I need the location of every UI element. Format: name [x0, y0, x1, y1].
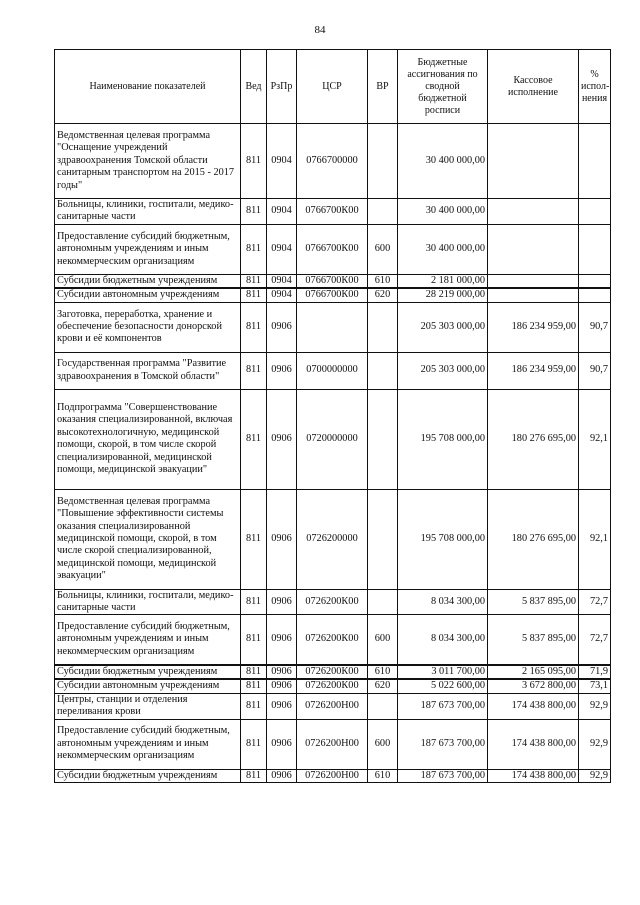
cell-cash: 186 234 959,00	[488, 352, 579, 389]
cell-cash: 3 672 800,00	[488, 679, 579, 693]
cell-pct	[579, 199, 611, 225]
cell-rzpr: 0906	[267, 589, 297, 615]
cell-vr: 600	[368, 615, 398, 665]
cell-assign: 187 673 700,00	[398, 769, 488, 782]
cell-vr	[368, 693, 398, 719]
cell-cash: 180 276 695,00	[488, 489, 579, 589]
cell-name: Предоставление субсидий бюджетным, автономным учреждениям и иным некоммерческим организациям	[55, 615, 241, 665]
cell-rzpr: 0904	[267, 224, 297, 274]
table-row	[55, 719, 611, 769]
table-row	[55, 199, 611, 225]
cell-vr: 610	[368, 769, 398, 782]
cell-assign: 195 708 000,00	[398, 489, 488, 589]
cell-cash	[488, 199, 579, 225]
cell-assign: 205 303 000,00	[398, 352, 488, 389]
header-ved: Вед	[241, 50, 267, 124]
cell-pct: 92,9	[579, 693, 611, 719]
cell-ved: 811	[241, 589, 267, 615]
cell-pct	[579, 124, 611, 199]
cell-ved: 811	[241, 389, 267, 489]
table-row	[55, 615, 611, 665]
cell-pct	[579, 274, 611, 288]
cell-pct: 72,7	[579, 615, 611, 665]
cell-pct: 90,7	[579, 302, 611, 352]
cell-csr: 0766700К00	[297, 199, 368, 225]
table-row	[55, 589, 611, 615]
table-row	[55, 679, 611, 693]
cell-vr: 620	[368, 288, 398, 302]
table-row	[55, 352, 611, 389]
cell-vr	[368, 352, 398, 389]
cell-assign: 5 022 600,00	[398, 679, 488, 693]
cell-csr: 0726200Н00	[297, 693, 368, 719]
cell-csr: 0726200К00	[297, 665, 368, 679]
cell-vr	[368, 124, 398, 199]
table-row	[55, 489, 611, 589]
header-rzpr: РзПр	[267, 50, 297, 124]
cell-assign: 8 034 300,00	[398, 615, 488, 665]
cell-name: Субсидии бюджетным учреждениям	[55, 274, 241, 288]
cell-pct	[579, 224, 611, 274]
table-header-row	[55, 50, 611, 124]
cell-csr: 0766700К00	[297, 224, 368, 274]
cell-vr: 610	[368, 274, 398, 288]
table-row	[55, 302, 611, 352]
cell-name: Предоставление субсидий бюджетным, автономным учреждениям и иным некоммерческим организациям	[55, 224, 241, 274]
header-pct: % испол-нения	[579, 50, 611, 124]
cell-name: Ведомственная целевая программа "Оснащение учреждений здравоохранения Томской области санитарным транспортом на 2015 - 2017 годы"	[55, 124, 241, 199]
cell-vr: 600	[368, 224, 398, 274]
cell-pct	[579, 288, 611, 302]
cell-rzpr: 0904	[267, 199, 297, 225]
cell-pct: 92,1	[579, 489, 611, 589]
cell-rzpr: 0904	[267, 274, 297, 288]
table-row	[55, 769, 611, 782]
table-row	[55, 665, 611, 679]
budget-table	[54, 49, 611, 783]
cell-cash	[488, 274, 579, 288]
cell-name: Подпрограмма "Совершенствование оказания специализированной, включая высокотехнологичную, медицинской помощи, скорой, в том числе скорой специализированной, медицинской помощи, медицинской эвакуации"	[55, 389, 241, 489]
cell-name: Предоставление субсидий бюджетным, автономным учреждениям и иным некоммерческим организациям	[55, 719, 241, 769]
cell-ved: 811	[241, 615, 267, 665]
cell-pct: 72,7	[579, 589, 611, 615]
cell-csr: 0766700К00	[297, 288, 368, 302]
cell-ved: 811	[241, 352, 267, 389]
cell-rzpr: 0906	[267, 352, 297, 389]
cell-name: Субсидии бюджетным учреждениям	[55, 769, 241, 782]
cell-name: Ведомственная целевая программа "Повышение эффективности системы оказания специализированной медицинской помощи, скорой, в том числе скорой специализированной, медицинской помощи, медицинской эвакуации"	[55, 489, 241, 589]
cell-csr: 0726200К00	[297, 589, 368, 615]
cell-assign: 187 673 700,00	[398, 693, 488, 719]
cell-rzpr: 0904	[267, 288, 297, 302]
cell-rzpr: 0906	[267, 615, 297, 665]
cell-ved: 811	[241, 124, 267, 199]
cell-ved: 811	[241, 302, 267, 352]
header-vr: ВР	[368, 50, 398, 124]
header-name: Наименование показателей	[55, 50, 241, 124]
cell-assign: 205 303 000,00	[398, 302, 488, 352]
cell-rzpr: 0906	[267, 719, 297, 769]
cell-assign: 30 400 000,00	[398, 124, 488, 199]
cell-pct: 71,9	[579, 665, 611, 679]
cell-vr	[368, 199, 398, 225]
cell-csr: 0726200Н00	[297, 769, 368, 782]
header-assign: Бюджетные ассигнования по сводной бюджетной росписи	[398, 50, 488, 124]
cell-assign: 187 673 700,00	[398, 719, 488, 769]
cell-pct: 92,9	[579, 769, 611, 782]
page-number: 84	[314, 24, 326, 36]
cell-assign: 30 400 000,00	[398, 224, 488, 274]
cell-assign: 2 181 000,00	[398, 274, 488, 288]
cell-vr	[368, 589, 398, 615]
cell-cash	[488, 288, 579, 302]
table-row	[55, 389, 611, 489]
cell-ved: 811	[241, 199, 267, 225]
cell-cash: 174 438 800,00	[488, 769, 579, 782]
cell-cash: 5 837 895,00	[488, 589, 579, 615]
cell-csr	[297, 302, 368, 352]
cell-cash: 186 234 959,00	[488, 302, 579, 352]
table-row	[55, 124, 611, 199]
cell-ved: 811	[241, 693, 267, 719]
cell-ved: 811	[241, 665, 267, 679]
table-row	[55, 693, 611, 719]
cell-rzpr: 0906	[267, 769, 297, 782]
cell-assign: 8 034 300,00	[398, 589, 488, 615]
cell-cash: 5 837 895,00	[488, 615, 579, 665]
cell-ved: 811	[241, 274, 267, 288]
cell-assign: 195 708 000,00	[398, 389, 488, 489]
cell-name: Субсидии автономным учреждениям	[55, 679, 241, 693]
cell-name: Субсидии бюджетным учреждениям	[55, 665, 241, 679]
cell-rzpr: 0906	[267, 665, 297, 679]
cell-cash	[488, 224, 579, 274]
cell-ved: 811	[241, 679, 267, 693]
cell-vr: 600	[368, 719, 398, 769]
cell-pct: 92,1	[579, 389, 611, 489]
cell-ved: 811	[241, 489, 267, 589]
cell-rzpr: 0904	[267, 124, 297, 199]
cell-rzpr: 0906	[267, 679, 297, 693]
cell-vr	[368, 489, 398, 589]
cell-assign: 3 011 700,00	[398, 665, 488, 679]
table-row	[55, 288, 611, 302]
cell-ved: 811	[241, 719, 267, 769]
cell-ved: 811	[241, 288, 267, 302]
cell-assign: 30 400 000,00	[398, 199, 488, 225]
cell-rzpr: 0906	[267, 389, 297, 489]
cell-csr: 0700000000	[297, 352, 368, 389]
cell-csr: 0720000000	[297, 389, 368, 489]
cell-name: Заготовка, переработка, хранение и обеспечение безопасности донорской крови и её компонентов	[55, 302, 241, 352]
cell-name: Больницы, клиники, госпитали, медико-санитарные части	[55, 199, 241, 225]
cell-cash: 2 165 095,00	[488, 665, 579, 679]
cell-ved: 811	[241, 224, 267, 274]
cell-vr	[368, 389, 398, 489]
cell-csr: 0726200К00	[297, 679, 368, 693]
cell-vr	[368, 302, 398, 352]
cell-cash: 180 276 695,00	[488, 389, 579, 489]
cell-csr: 0726200000	[297, 489, 368, 589]
cell-pct: 90,7	[579, 352, 611, 389]
cell-cash	[488, 124, 579, 199]
cell-name: Центры, станции и отделения переливания крови	[55, 693, 241, 719]
cell-assign: 28 219 000,00	[398, 288, 488, 302]
cell-cash: 174 438 800,00	[488, 719, 579, 769]
cell-csr: 0766700000	[297, 124, 368, 199]
cell-ved: 811	[241, 769, 267, 782]
cell-vr: 610	[368, 665, 398, 679]
cell-rzpr: 0906	[267, 302, 297, 352]
cell-pct: 73,1	[579, 679, 611, 693]
cell-csr: 0726200К00	[297, 615, 368, 665]
header-csr: ЦСР	[297, 50, 368, 124]
cell-rzpr: 0906	[267, 693, 297, 719]
cell-name: Субсидии автономным учреждениям	[55, 288, 241, 302]
cell-name: Государственная программа "Развитие здравоохранения в Томской области"	[55, 352, 241, 389]
cell-cash: 174 438 800,00	[488, 693, 579, 719]
cell-rzpr: 0906	[267, 489, 297, 589]
cell-pct: 92,9	[579, 719, 611, 769]
cell-csr: 0766700К00	[297, 274, 368, 288]
table-row	[55, 224, 611, 274]
cell-vr: 620	[368, 679, 398, 693]
cell-name: Больницы, клиники, госпитали, медико-санитарные части	[55, 589, 241, 615]
table-row	[55, 274, 611, 288]
cell-csr: 0726200Н00	[297, 719, 368, 769]
header-cash: Кассовое исполнение	[488, 50, 579, 124]
